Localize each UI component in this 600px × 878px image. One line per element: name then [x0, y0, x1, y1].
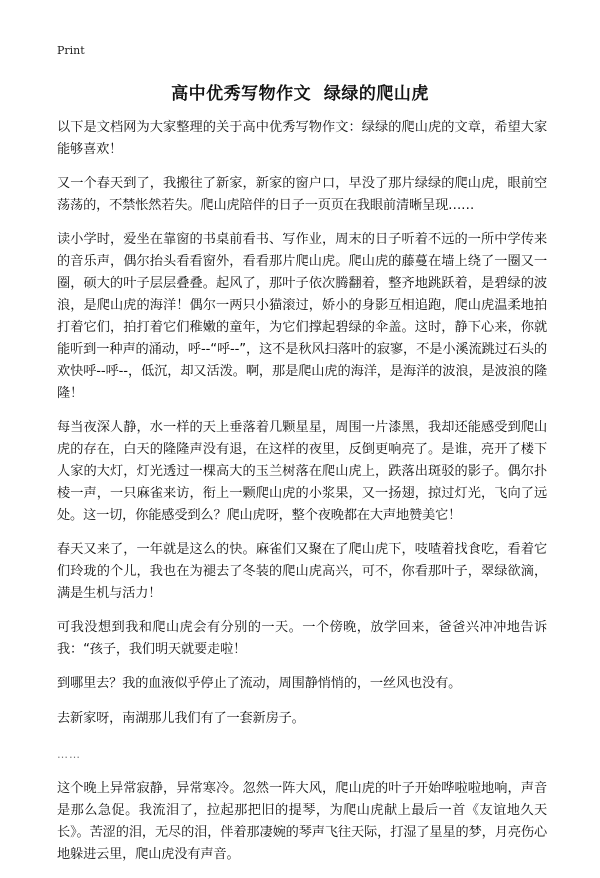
article-body	[57, 117, 547, 878]
article-title: 高中优秀写物作文 绿绿的爬山虎	[171, 84, 429, 104]
print-link[interactable]: Print	[57, 44, 85, 57]
paragraph-6: 到哪里去？我的血液似乎停止了流动，周围静悄悄的，一丝风也没有。	[57, 676, 462, 691]
section-ellipsis: ……	[57, 748, 81, 761]
article-intro: 以下是文档网为大家整理的关于高中优秀写物作文：绿绿的爬山虎的文章，希望大家能够喜欢！	[57, 120, 547, 157]
paragraph-5: 可我没想到我和爬山虎会有分别的一天。一个傍晚，放学回来，爸爸兴冲冲地告诉我：“孩子，我们明天就要走啦！	[57, 620, 547, 657]
paragraph-2: 读小学时，爱坐在靠窗的书桌前看书、写作业，周末的日子听着不远的一所中学传来的音乐声，偶尔抬头看看窗外，看看那片爬山虎。爬山虎的藤蔓在墙上绕了一圈又一圈，硕大的叶子层层叠叠。起风了，那叶子依次腾翻着，整齐地跳跃着，是碧绿的波浪，是爬山虎的海洋！偶尔一两只小猫滚过，娇小的身影互相追跑，爬山虎温柔地拍打着它们，拍打着它们稚嫩的童年，为它们撑起碧绿的伞盖。这时，静下心来，你就能听到一种声的涌动，呼--“呼--”，这不是秋风扫落叶的寂寥，不是小溪流跳过石头的欢快呼--呼--，低沉，却又活泼。啊，那是爬山虎的海洋，是海洋的波浪，是波浪的隆隆！	[57, 232, 547, 401]
paragraph-4: 春天又来了，一年就是这么的快。麻雀们又聚在了爬山虎下，吱喳着找食吃，看着它们玲珑的个儿，我也在为褪去了冬装的爬山虎高兴，可不，你看那叶子，翠绿欲滴，满是生机与活力！	[57, 542, 547, 601]
paragraph-1: 又一个春天到了，我搬往了新家，新家的窗户口，早没了那片绿绿的爬山虎，眼前空荡荡的，不禁怅然若失。爬山虎陪伴的日子一页页在我眼前清晰呈现……	[57, 176, 547, 213]
closing-paragraph: 这个晚上异常寂静，异常寒冷。忽然一阵大风，爬山虎的叶子开始哗啦啦地响，声音是那么急促。我流泪了，拉起那把旧的提琴，为爬山虎献上最后一首《友谊地久天长》。苦涩的泪，无尽的泪，伴着那凄婉的琴声飞往天际，打湿了星星的梦，月亮伤心地躲进云里，爬山虎没有声音。	[57, 781, 547, 862]
paragraph-7: 去新家呀，南湖那儿我们有了一套新房子。	[57, 711, 305, 726]
paragraph-3: 每当夜深人静，水一样的天上垂落着几颗星星，周围一片漆黑，我却还能感受到爬山虎的存在，白天的隆隆声没有退，在这样的夜里，反倒更响亮了。是谁，亮开了楼下人家的大灯，灯光透过一棵高大的玉兰树落在爬山虎上，跌落出斑驳的影子。偶尔扑棱一声，一只麻雀来访，衔上一颗爬山虎的小浆果，又一扬翅，掠过灯光，飞向了远处。这一切，你能感受到么？爬山虎呀，整个夜晚都在大声地赞美它！	[57, 420, 547, 523]
